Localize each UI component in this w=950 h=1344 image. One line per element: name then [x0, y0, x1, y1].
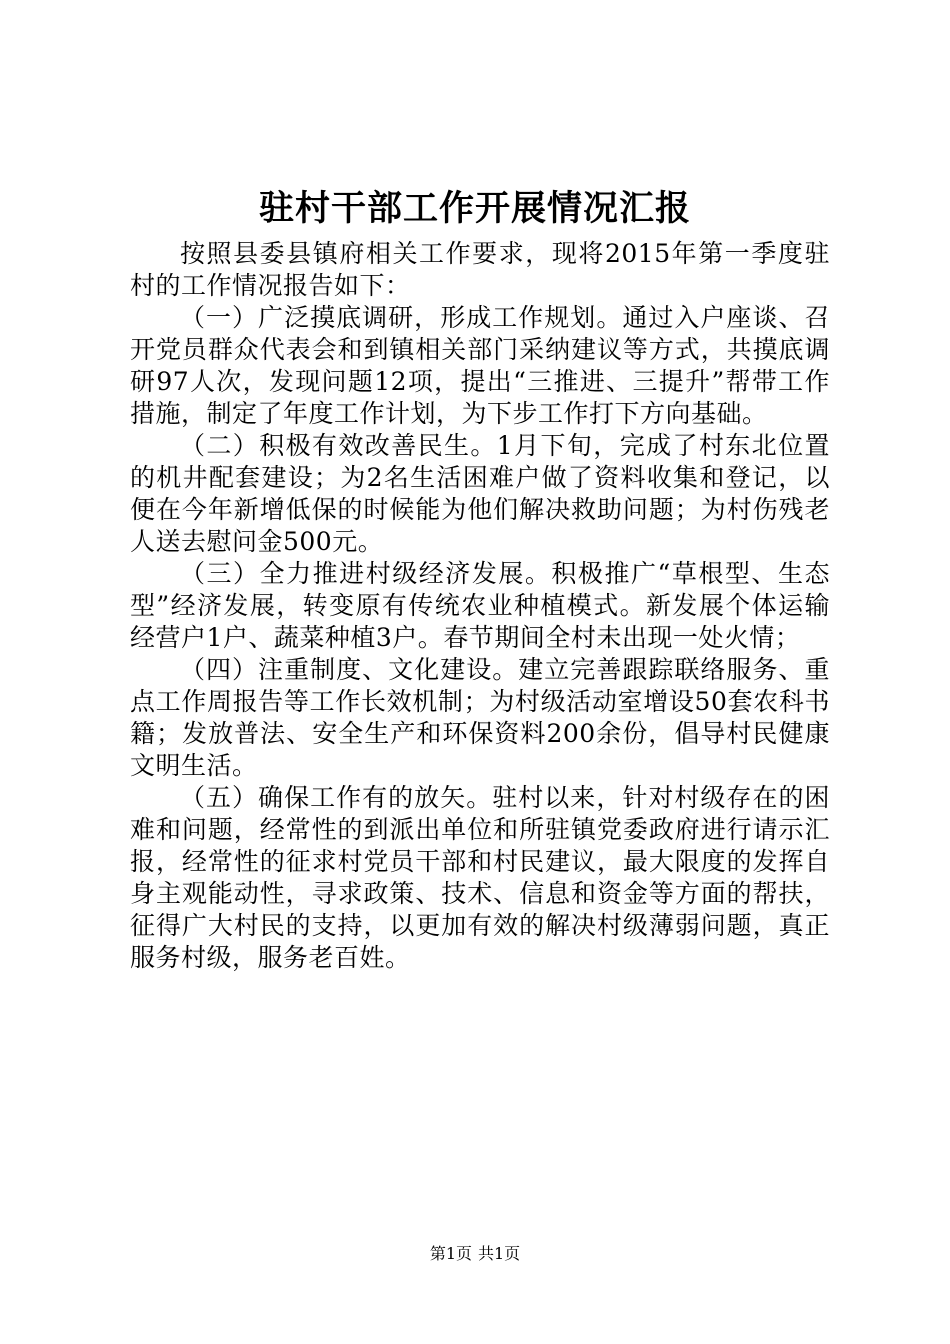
page-total: 共1页	[478, 1244, 521, 1263]
intro-paragraph: 按照县委县镇府相关工作要求，现将2015年第一季度驻村的工作情况报告如下：	[130, 239, 830, 300]
page-footer	[0, 1242, 950, 1266]
document-body	[130, 238, 830, 974]
page-number: 第1页	[429, 1244, 472, 1263]
section-3-paragraph: （三）全力推进村级经济发展。积极推广“草根型、生态型”经济发展，转变原有传统农业种植模式。新发展个体运输经营户1户、蔬菜种植3户。春节期间全村未出现一处火情；	[130, 559, 830, 652]
document-title: 驻村干部工作开展情况汇报	[258, 188, 691, 229]
section-5-paragraph: （五）确保工作有的放矢。驻村以来，针对村级存在的困难和问题，经常性的到派出单位和所驻镇党委政府进行请示汇报，经常性的征求村党员干部和村民建议，最大限度的发挥自身主观能动性，寻求政策、技术、信息和资金等方面的帮扶，征得广大村民的支持，以更加有效的解决村级薄弱问题，真正服务村级，服务老百姓。	[130, 783, 830, 972]
section-2-paragraph: （二）积极有效改善民生。1月下旬，完成了村东北位置的机井配套建设；为2名生活困难户做了资料收集和登记，以便在今年新增低保的时候能为他们解决救助问题；为村伤残老人送去慰问金500元。	[130, 431, 830, 556]
section-1-paragraph: （一）广泛摸底调研，形成工作规划。通过入户座谈、召开党员群众代表会和到镇相关部门采纳建议等方式，共摸底调研97人次，发现问题12项，提出“三推进、三提升”帮带工作措施，制定了年度工作计划，为下步工作打下方向基础。	[130, 303, 830, 428]
section-4-paragraph: （四）注重制度、文化建设。建立完善跟踪联络服务、重点工作周报告等工作长效机制；为村级活动室增设50套农科书籍；发放普法、安全生产和环保资料200余份，倡导村民健康文明生活。	[130, 655, 830, 780]
